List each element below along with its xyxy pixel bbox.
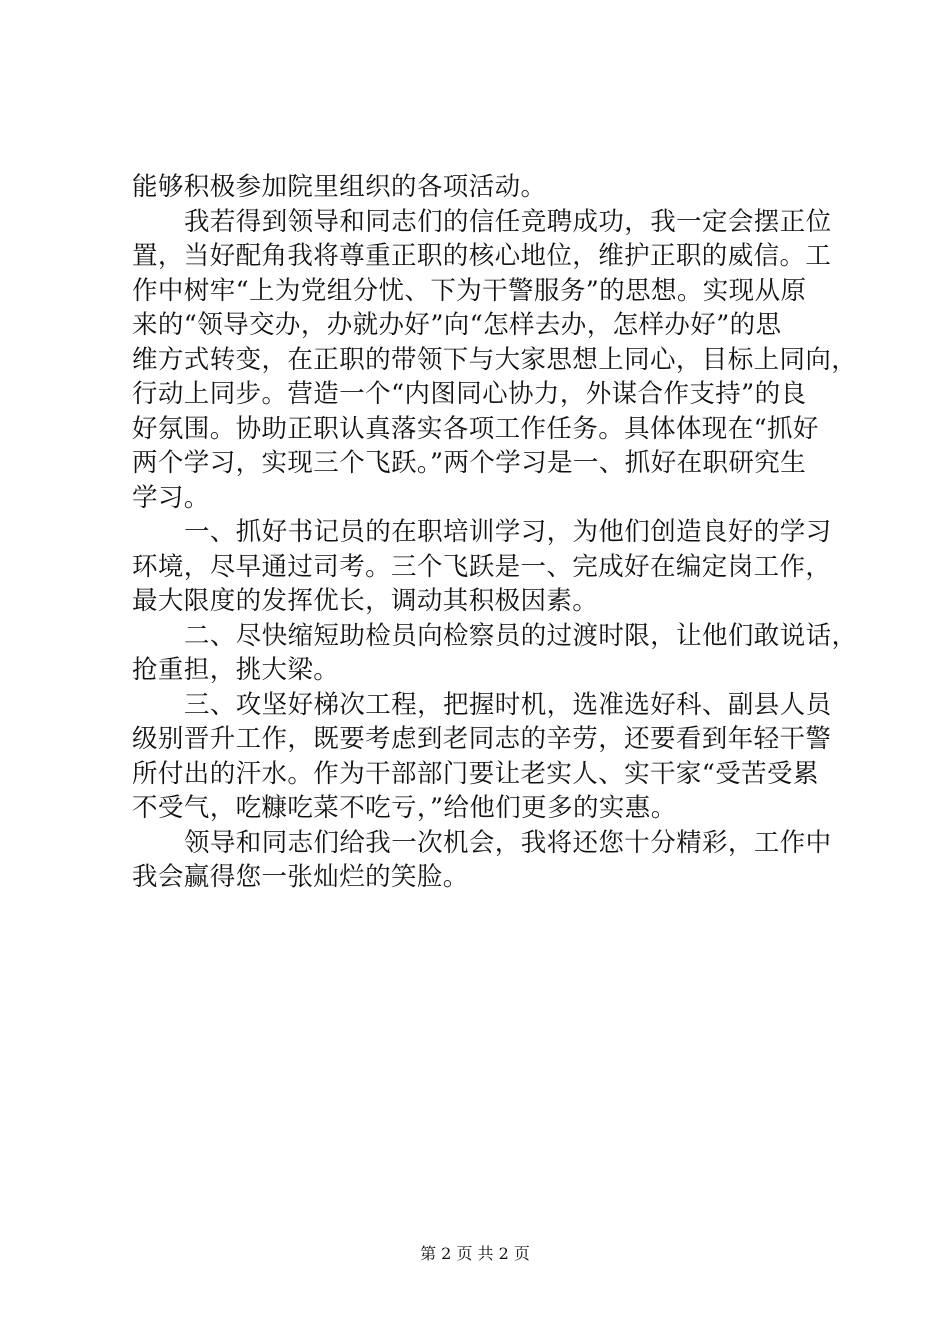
body-line-6: 维方式转变，在正职的带领下与大家思想上同心，目标上同向， xyxy=(132,344,858,375)
body-line-1: 能够积极参加院里组织的各项活动。 xyxy=(132,172,547,202)
body-line-4: 作中树牢“上为党组分忧、下为干警服务”的思想。实现从原 xyxy=(132,275,807,306)
body-line-13: 最大限度的发挥优长，调动其积极因素。 xyxy=(132,586,599,616)
body-line-3: 置，当好配角我将尊重正职的核心地位，维护正职的威信。工 xyxy=(132,241,832,271)
body-line-19: 不受气，吃糠吃菜不吃亏，”给他们更多的实惠。 xyxy=(132,793,677,823)
body-line-21: 我会赢得您一张灿烂的笑脸。 xyxy=(132,862,469,892)
body-line-16: 三、攻坚好梯次工程，把握时机，选准选好科、副县人员 xyxy=(184,689,832,720)
body-line-11: 一、抓好书记员的在职培训学习，为他们创造良好的学习 xyxy=(184,517,832,547)
body-line-14: 二、尽快缩短助检员向检察员的过渡时限，让他们敢说话， xyxy=(184,620,858,651)
body-line-5: 来的“领导交办，办就办好”向“怎样去办，怎样办好”的思 xyxy=(132,310,782,340)
body-line-12: 环境，尽早通过司考。三个飞跃是一、完成好在编定岗工作， xyxy=(132,551,832,582)
body-line-20: 领导和同志们给我一次机会，我将还您十分精彩，工作中 xyxy=(184,827,832,858)
document-body xyxy=(132,170,858,895)
body-line-9: 两个学习，实现三个飞跃。”两个学习是一、抓好在职研究生 xyxy=(132,448,807,478)
body-line-8: 好氛围。协助正职认真落实各项工作任务。具体体现在“抓好 xyxy=(132,413,819,444)
body-line-7: 行动上同步。营造一个“内图同心协力，外谋合作支持”的良 xyxy=(132,379,807,409)
body-line-2: 我若得到领导和同志们的信任竞聘成功，我一定会摆正位 xyxy=(184,206,832,237)
body-line-10: 学习。 xyxy=(132,482,210,513)
body-line-18: 所付出的汗水。作为干部部门要让老实人、实干家“受苦受累 xyxy=(132,758,819,789)
page-number-footer: 第 2 页 共 2 页 xyxy=(420,1244,530,1263)
body-line-17: 级别晋升工作，既要考虑到老同志的辛劳，还要看到年轻干警 xyxy=(132,724,832,754)
body-line-15: 抢重担，挑大梁。 xyxy=(132,655,340,685)
